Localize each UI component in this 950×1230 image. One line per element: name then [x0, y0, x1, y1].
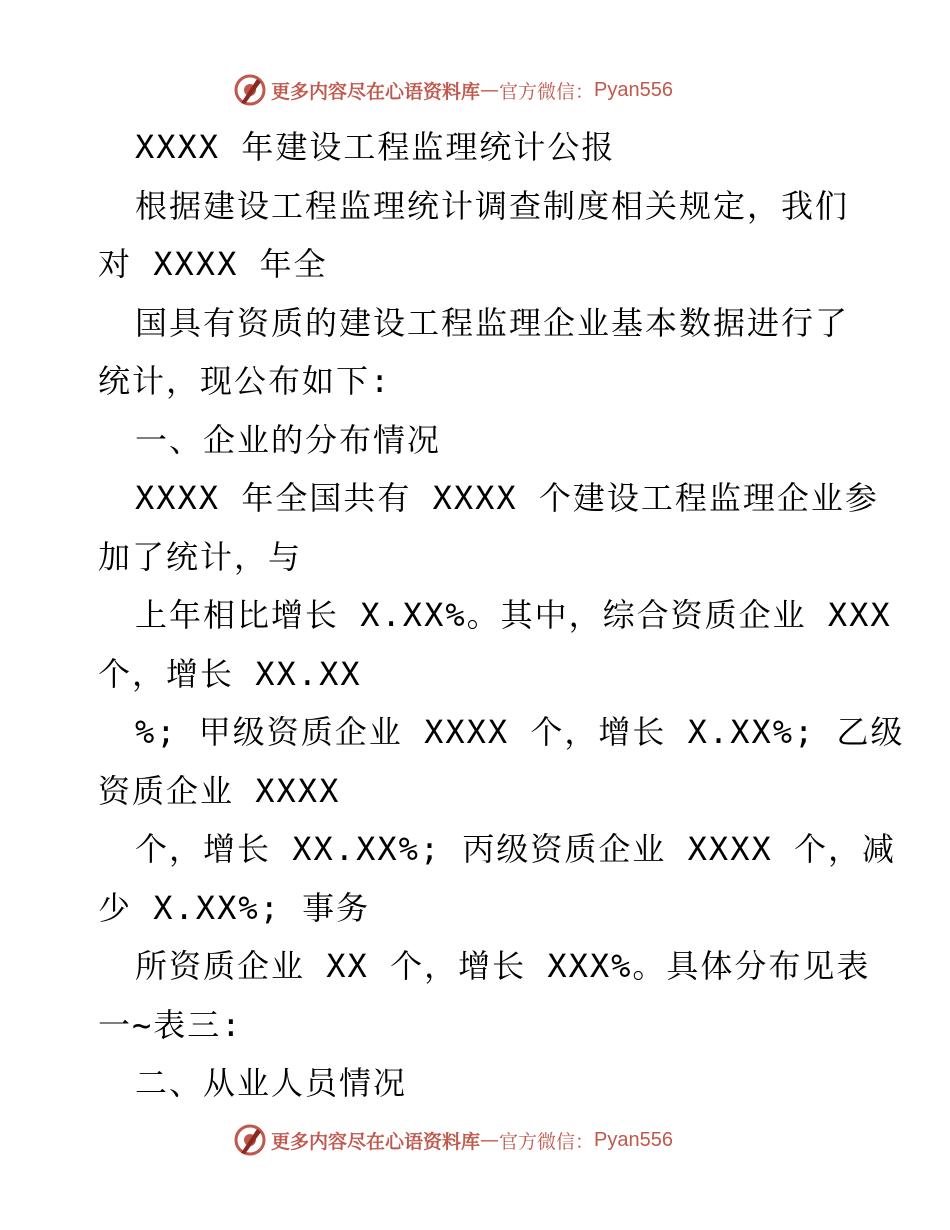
paragraph-line: 个，增长 XX.XX%; 丙级资质企业 XXXX 个，减: [135, 830, 896, 868]
watermark-dash: —: [480, 1129, 500, 1151]
paragraph-line: 上年相比增长 X.XX%。其中，综合资质企业 XXX: [135, 596, 892, 634]
paragraph-line: %; 甲级资质企业 XXXX 个，增长 X.XX%; 乙级: [135, 713, 905, 751]
watermark-footer: [233, 1120, 673, 1160]
watermark-dash: —: [480, 79, 500, 101]
section-heading: 二、从业人员情况: [135, 1064, 408, 1102]
quill-logo-icon: [233, 73, 267, 107]
paragraph-line: 资质企业 XXXX: [98, 772, 341, 810]
watermark-wechat-id: Pyan556: [594, 78, 673, 101]
paragraph-line: 加了统计，与: [98, 538, 303, 576]
document-title: XXXX 年建设工程监理统计公报: [135, 128, 616, 166]
paragraph-line: 统计，现公布如下:: [98, 362, 392, 400]
paragraph-line: 所资质企业 XX 个，增长 XXX%。具体分布见表: [135, 947, 871, 985]
paragraph-line: 对 XXXX 年全: [98, 245, 328, 283]
paragraph-line: 个，增长 XX.XX: [98, 655, 362, 693]
watermark-wechat-id: Pyan556: [594, 1128, 673, 1151]
watermark-text: 更多内容尽在心语资料库: [271, 1130, 481, 1153]
quill-logo-icon: [233, 1123, 267, 1157]
watermark-text: 更多内容尽在心语资料库: [271, 80, 481, 103]
paragraph-line: 国具有资质的建设工程监理企业基本数据进行了: [135, 304, 850, 342]
section-heading: 一、企业的分布情况: [135, 421, 442, 459]
watermark-label: 官方微信：: [499, 1130, 595, 1153]
paragraph-line: 少 X.XX%; 事务: [98, 889, 371, 927]
watermark-header: [233, 70, 673, 110]
watermark-label: 官方微信：: [499, 80, 595, 103]
paragraph-line: 根据建设工程监理统计调查制度相关规定，我们: [135, 187, 850, 225]
paragraph-line: 一~表三:: [98, 1006, 243, 1044]
paragraph-line: XXXX 年全国共有 XXXX 个建设工程监理企业参: [135, 479, 879, 517]
